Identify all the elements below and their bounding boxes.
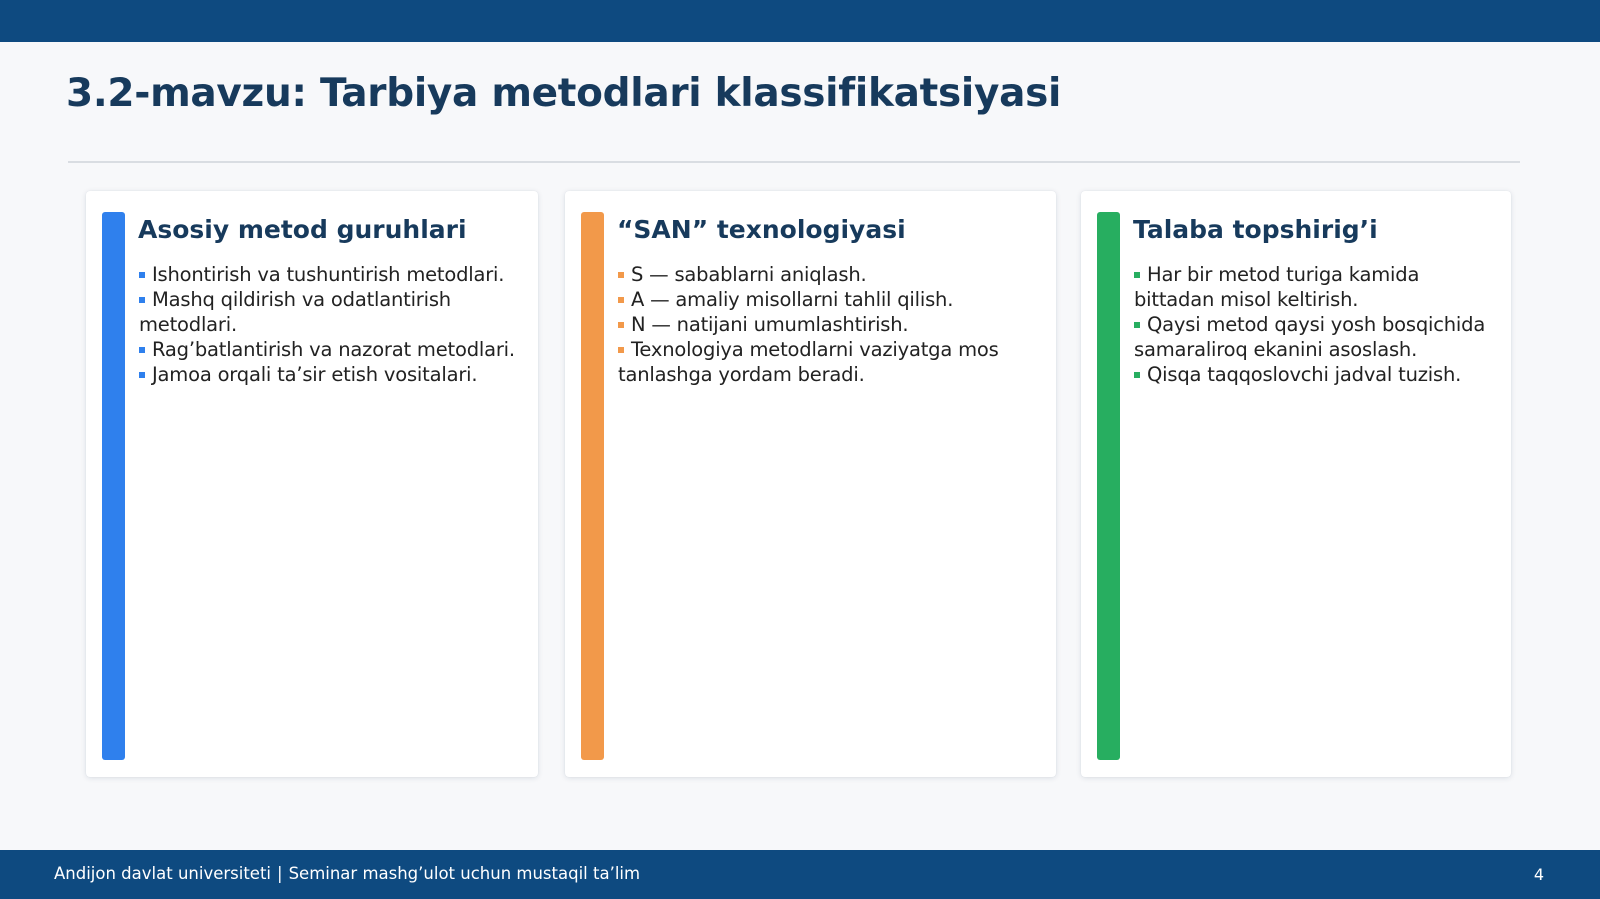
bullet-text: Jamoa orqali ta’sir etish vositalari. xyxy=(152,363,478,386)
bullet-item xyxy=(618,287,1050,312)
bullet-marker xyxy=(618,322,624,328)
bullet-marker xyxy=(139,297,145,303)
header-bar xyxy=(0,0,1600,42)
bullet-text: Mashq qildirish va odatlantirish metodlari. xyxy=(139,288,451,336)
bullet-item xyxy=(139,337,526,362)
bullet-text: Qaysi metod qaysi yosh bosqichida samaraliroq ekanini asoslash. xyxy=(1134,313,1486,361)
bullet-list xyxy=(139,262,526,387)
bullet-item xyxy=(618,312,1050,337)
bullet-list xyxy=(618,262,1050,387)
bullet-item xyxy=(1134,312,1499,362)
card-accent-bar-orange xyxy=(581,212,604,760)
footer-course: Seminar mashg’ulot uchun mustaqil ta’lim xyxy=(288,864,641,883)
bullet-marker xyxy=(139,372,145,378)
bullet-marker xyxy=(1134,372,1140,378)
bullet-text: A — amaliy misollarni tahlil qilish. xyxy=(631,288,954,311)
bullet-item xyxy=(1134,262,1499,312)
page-number: 4 xyxy=(1533,865,1544,884)
footer-caption xyxy=(54,864,640,884)
bullet-text: Texnologiya metodlarni vaziyatga mos tanlashga yordam beradi. xyxy=(618,338,999,386)
bullet-item xyxy=(139,262,526,287)
bullet-marker xyxy=(618,272,624,278)
slide-title: 3.2-mavzu: Tarbiya metodlari klassifikatsiyasi xyxy=(66,71,1062,116)
card-asosiy-metod-guruhlari xyxy=(86,191,538,777)
bullet-text: Rag’batlantirish va nazorat metodlari. xyxy=(152,338,515,361)
footer-bar xyxy=(0,850,1600,899)
bullet-item xyxy=(1134,362,1499,387)
bullet-text: Qisqa taqqoslovchi jadval tuzish. xyxy=(1147,363,1462,386)
bullet-marker xyxy=(618,347,624,353)
card-talaba-topshirigi xyxy=(1081,191,1511,777)
bullet-marker xyxy=(1134,322,1140,328)
bullet-item xyxy=(139,287,526,337)
card-accent-bar-green xyxy=(1097,212,1120,760)
bullet-text: S — sabablarni aniqlash. xyxy=(631,263,867,286)
title-divider xyxy=(68,161,1520,163)
bullet-list xyxy=(1134,262,1499,387)
bullet-text: Ishontirish va tushuntirish metodlari. xyxy=(152,263,505,286)
bullet-item xyxy=(618,262,1050,287)
card-accent-bar-blue xyxy=(102,212,125,760)
bullet-marker xyxy=(1134,272,1140,278)
card-san-texnologiyasi xyxy=(565,191,1056,777)
footer-institution: Andijon davlat universiteti xyxy=(54,864,271,883)
bullet-marker xyxy=(139,347,145,353)
card-title: Talaba topshirig’i xyxy=(1133,215,1378,244)
bullet-text: Har bir metod turiga kamida bittadan misol keltirish. xyxy=(1134,263,1420,311)
bullet-marker xyxy=(618,297,624,303)
bullet-item xyxy=(618,337,1050,387)
bullet-marker xyxy=(139,272,145,278)
bullet-text: N — natijani umumlashtirish. xyxy=(631,313,909,336)
bullet-item xyxy=(139,362,526,387)
card-title: “SAN” texnologiyasi xyxy=(617,215,906,244)
footer-separator: | xyxy=(277,864,283,883)
card-title: Asosiy metod guruhlari xyxy=(138,215,467,244)
